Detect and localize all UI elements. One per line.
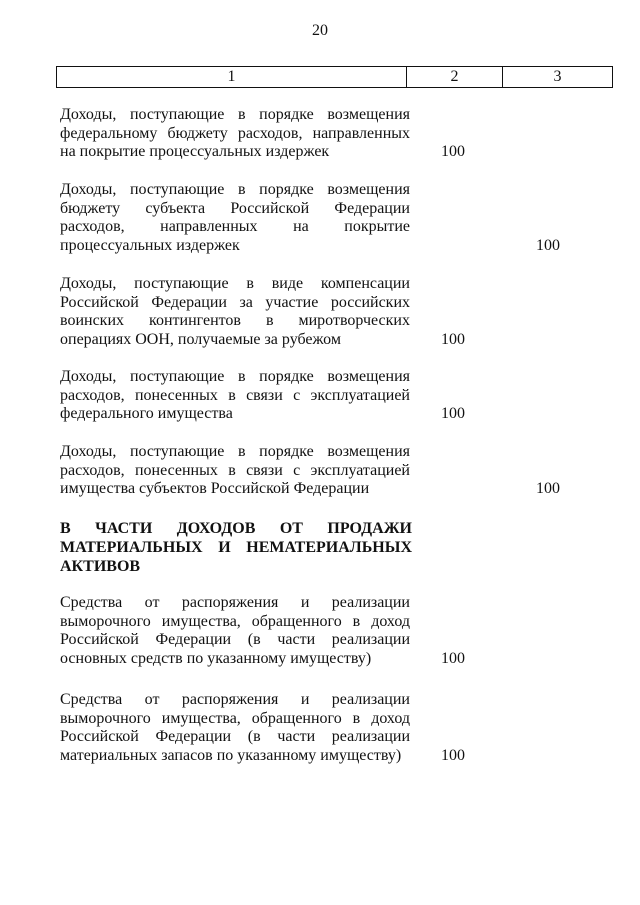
table-header-col-2: 2 bbox=[407, 67, 503, 87]
table-row bbox=[60, 275, 616, 350]
section-heading: В ЧАСТИ ДОХОДОВ ОТ ПРОДАЖИ МАТЕРИАЛЬНЫХ И НЕМАТЕРИАЛЬНЫХ АКТИВОВ bbox=[60, 520, 412, 575]
table-row bbox=[60, 368, 616, 424]
row-description: Доходы, поступающие в порядке возмещения расходов, понесенных в связи с эксплуатацией имущества субъектов Российской Федерации bbox=[60, 443, 410, 498]
row-value-col-3: 100 bbox=[536, 237, 560, 255]
table-header-col-3: 3 bbox=[553, 68, 562, 85]
table-row bbox=[60, 106, 616, 162]
table-row bbox=[60, 181, 616, 256]
table-row bbox=[60, 594, 616, 669]
row-value-col-2: 100 bbox=[441, 650, 465, 668]
row-description: Доходы, поступающие в порядке возмещения расходов, понесенных в связи с эксплуатацией федерального имущества bbox=[60, 368, 410, 423]
page-number: 20 bbox=[312, 22, 328, 39]
row-value-col-2: 100 bbox=[441, 143, 465, 161]
row-value-col-2: 100 bbox=[441, 405, 465, 423]
row-description: Доходы, поступающие в виде компенсации Российской Федерации за участие российских воинских контингентов в миротворческих операциях ООН, получаемые за рубежом bbox=[60, 275, 410, 349]
row-description: Доходы, поступающие в порядке возмещения федеральному бюджету расходов, направленных на покрытие процессуальных издержек bbox=[60, 106, 410, 161]
row-description: Средства от распоряжения и реализации выморочного имущества, обращенного в доход Российской Федерации (в части реализации материальных запасов по указанному имуществу) bbox=[60, 691, 410, 765]
row-description: Средства от распоряжения и реализации выморочного имущества, обращенного в доход Российской Федерации (в части реализации основных средств по указанному имуществу) bbox=[60, 594, 410, 668]
table-header-col-1: 1 bbox=[57, 67, 407, 87]
table-row bbox=[60, 691, 616, 766]
table-header bbox=[56, 66, 613, 88]
row-value-col-2: 100 bbox=[441, 331, 465, 349]
row-value-col-2: 100 bbox=[441, 747, 465, 765]
table-row bbox=[60, 443, 616, 499]
row-description: Доходы, поступающие в порядке возмещения бюджету субъекта Российской Федерации расходов, направленных на покрытие процессуальных издержек bbox=[60, 181, 410, 255]
row-value-col-3: 100 bbox=[536, 480, 560, 498]
